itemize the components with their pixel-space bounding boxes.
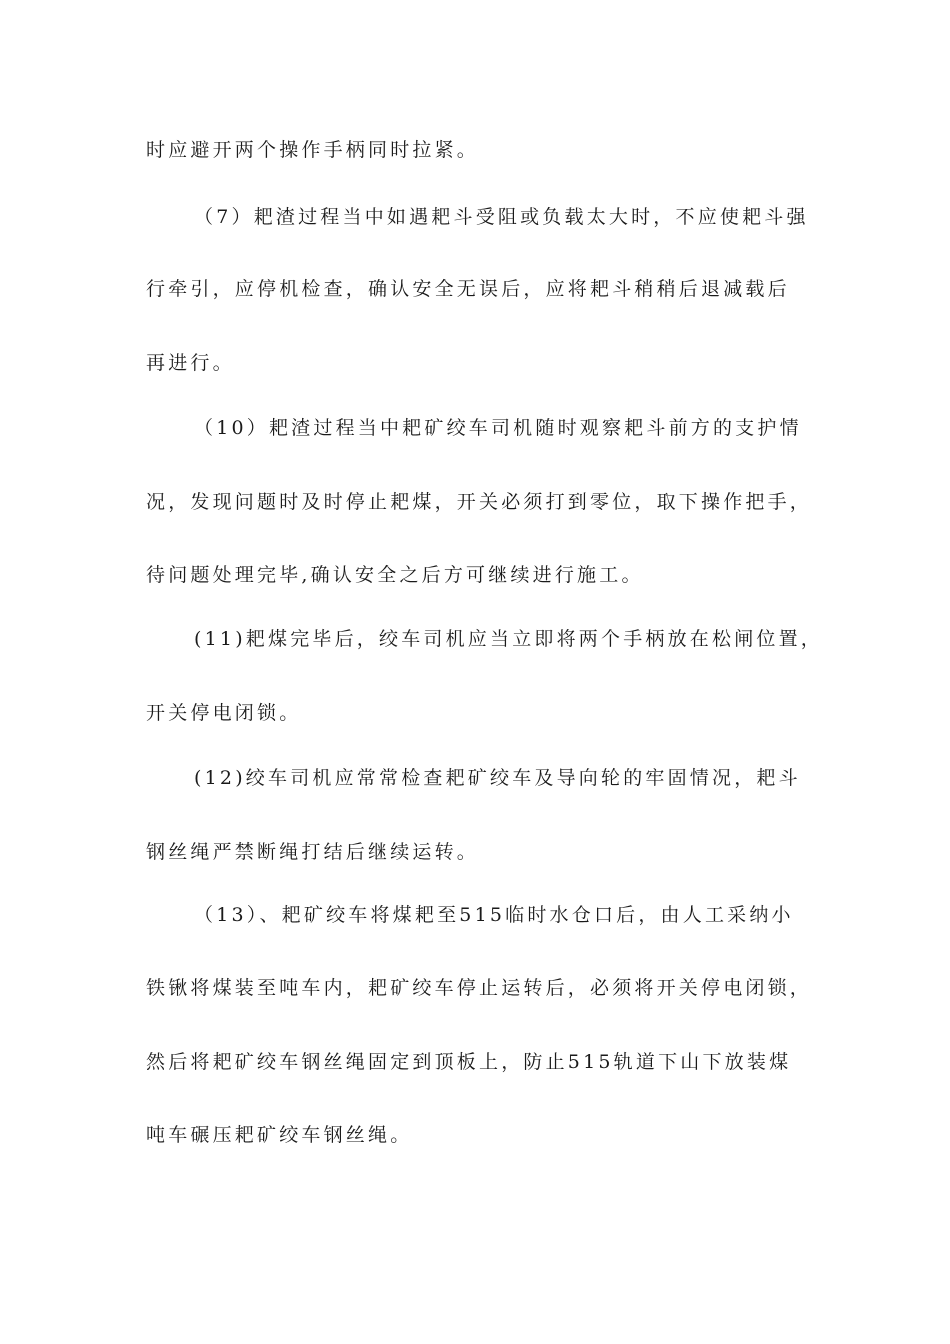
text-line: 行牵引，应停机检查，确认安全无误后，应将耙斗稍稍后退减载后	[146, 278, 790, 300]
text-line: (11)耙煤完毕后，绞车司机应当立即将两个手柄放在松闸位置，	[194, 628, 824, 650]
text-line: 开关停电闭锁。	[146, 702, 302, 724]
text-line: 待问题处理完毕,确认安全之后方可继续进行施工。	[146, 564, 644, 586]
text-line: （7）耙渣过程当中如遇耙斗受阻或负载太大时，不应使耙斗强	[194, 206, 809, 228]
text-line: 铁锹将煤装至吨车内，耙矿绞车停止运转后，必须将开关停电闭锁，	[146, 977, 813, 999]
text-line: (12)绞车司机应常常检查耙矿绞车及导向轮的牢固情况，耙斗	[194, 767, 801, 789]
text-line: 然后将耙矿绞车钢丝绳固定到顶板上，防止515轨道下山下放装煤	[146, 1051, 792, 1073]
text-line: 再进行。	[146, 352, 235, 374]
text-line: （13）、耙矿绞车将煤耙至515临时水仓口后，由人工采纳小	[194, 904, 794, 926]
text-line: 吨车碾压耙矿绞车钢丝绳。	[146, 1124, 413, 1146]
text-line: 时应避开两个操作手柄同时拉紧。	[146, 139, 480, 161]
text-line: 钢丝绳严禁断绳打结后继续运转。	[146, 841, 480, 863]
text-line: （10）耙渣过程当中耙矿绞车司机随时观察耙斗前方的支护情	[194, 417, 802, 439]
text-line: 况，发现问题时及时停止耙煤，开关必须打到零位，取下操作把手，	[146, 491, 813, 513]
